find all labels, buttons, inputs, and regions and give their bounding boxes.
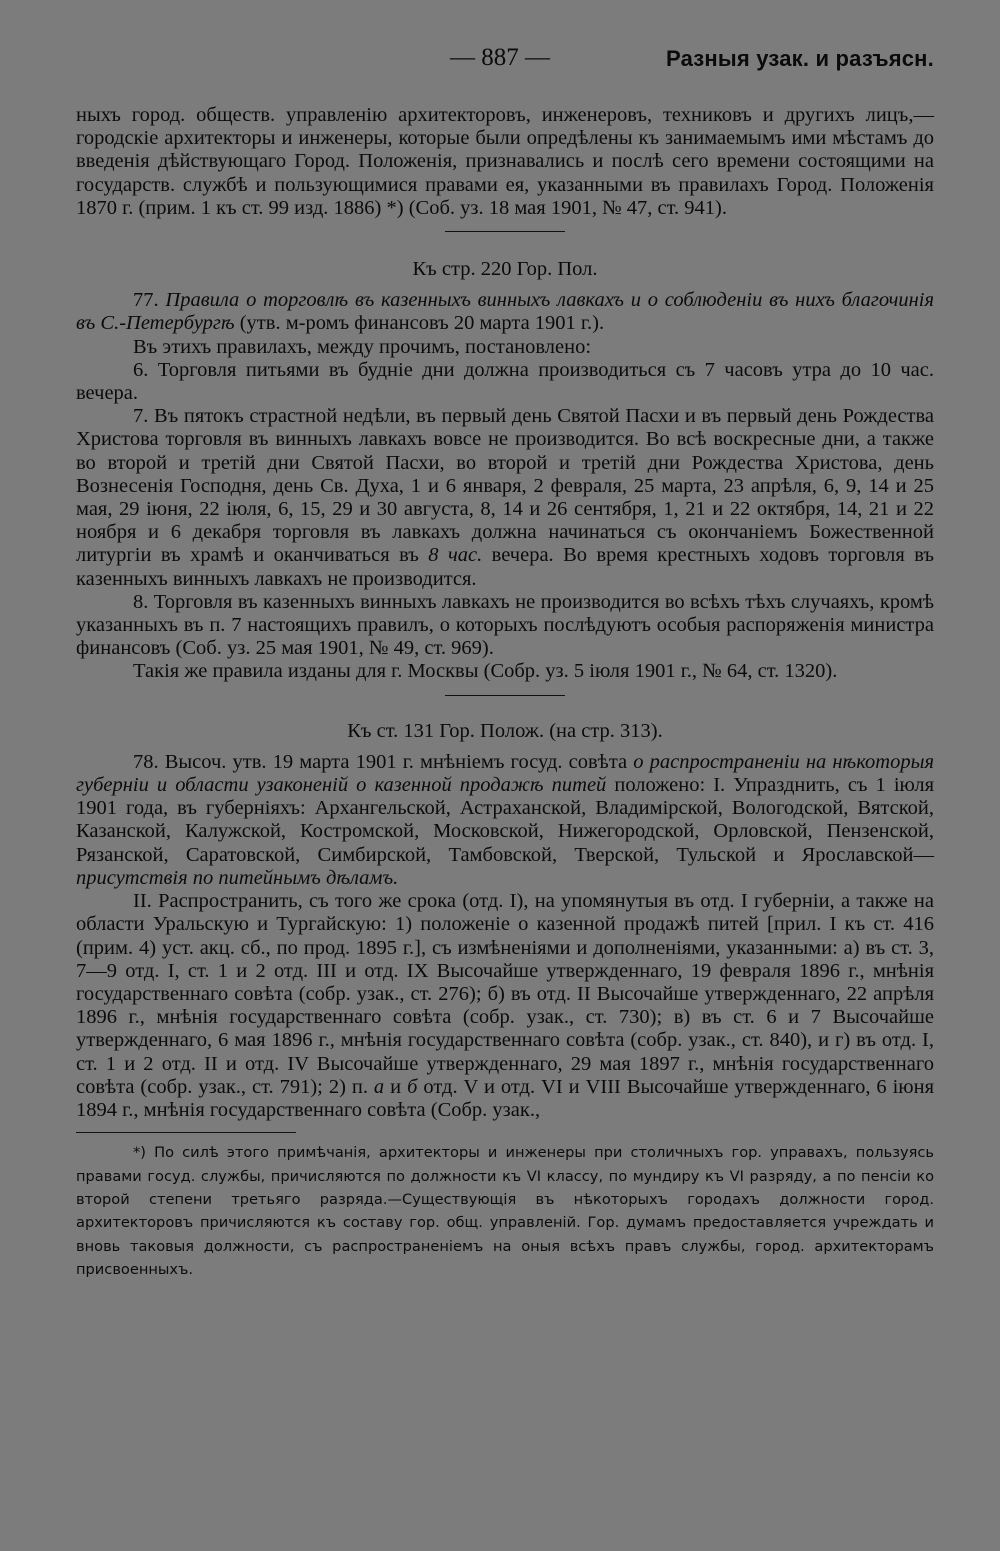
paragraph-ii-item-b: б [407,1075,418,1098]
paragraph-78-part-a: 78. Высоч. утв. 19 марта 1901 г. мнѣніемъ госуд. совѣта [133,750,628,773]
footnote [76,1141,934,1281]
paragraph-ii [76,890,934,1122]
paragraph-77 [76,289,934,335]
running-title: Разныя узак. и разъясн. [666,46,934,71]
paragraph-rule-8: 8. Торговля въ казенныхъ винныхъ лавкахъ не производится во всѣхъ тѣхъ случаяхъ, кромѣ указанныхъ въ п. 7 настоящихъ правилъ, о которыхъ послѣдуютъ особыя распоряженія министра финансовъ (Соб. уз. 25 мая 1901, № 49, ст. 969). [76,590,934,660]
section-heading-220: Къ стр. 220 Гор. Пол. [412,258,598,281]
paragraph-77-rest: (утв. м-ромъ финансовъ 20 марта 1901 г.). [239,312,605,335]
section-heading-131: Къ ст. 131 Гор. Полож. (на стр. 313). [347,719,663,742]
paragraph-rule-6: 6. Торговля питьями въ будніе дни должна производиться съ 7 часовъ утра до 10 час. вечера. [76,358,934,405]
paragraph-77-title: Правила о торговлѣ въ казенныхъ винныхъ лавкахъ и о соблюденіи въ нихъ благочинія въ С.-Петербургѣ [76,289,934,335]
footnote-text: *) По силѣ этого примѣчанія, архитекторы и инженеры при столичныхъ гор. управахъ, пользуясь правами госуд. службы, причисляются по должности къ VI классу, по мундиру къ VI разряду, а по пенсіи ко второй степени третьяго разряда.—Существующія въ нѣкоторыхъ городахъ должности город. архитекторовъ причисляются къ составу гор. общ. управленій. Гор. думамъ предоставляется учреждать и вновь таковыя должности, съ распространеніемъ на оныя всѣхъ правъ службы, город. архитекторамъ присвоенныхъ. [76,1144,934,1279]
page-number: — 887 — [450,44,550,71]
footnote-divider [76,1132,296,1133]
paragraph-rule-7-part-b: вечера. Во время крестныхъ ходовъ торговля въ казенныхъ винныхъ лавкахъ не производится. [76,544,934,590]
page-body [76,104,934,1282]
paragraph-rule-7-part-a: 7. Въ пятокъ страстной недѣли, въ первый день Святой Пасхи и въ первый день Рождества Христова торговля въ винныхъ лавкахъ вовсе не производится. Во всѣ воскресные дни, а также во второй и третій дни Святой Пасхи, во второй и третій дни Рождества Христова, день Вознесенія Господня, день Св. Духа, 1 и 6 января, 2 февраля, 25 марта, 23 апрѣля, 6, 9, 14 и 25 мая, 29 іюня, 22 іюля, 6, 15, 29 и 30 августа, 8, 14 и 26 сентября, 1, 21 и 22 октября, 14, 21 и 22 ноября и 6 декабря торговля въ лавкахъ должна начинаться съ окончаніемъ Божественной литургіи въ храмѣ и оканчиваться въ [76,405,934,567]
paragraph-moscow: Такія же правила изданы для г. Москвы (Собр. уз. 5 іюля 1901 г., № 64, ст. 1320). [133,660,838,683]
intro-paragraph: ныхъ город. обществ. управленію архитекторовъ, инженеровъ, техниковъ и другихъ лицъ,— городскіе архитекторы и инженеры, которые были опредѣлены къ занимаемымъ ими мѣстамъ до введенія дѣйствующаго Город. Положенія, признавались и послѣ сего времени состоящими на государств. службѣ и пользующимися правами ея, указанными въ правилахъ Город. Положенія 1870 г. (прим. 1 къ ст. 99 изд. 1886) *) (Соб. уз. 18 мая 1901, № 47, ст. 941). [76,104,934,219]
paragraph-ii-part-b: отд. V и отд. VI и VIII Высочайше утвержденнаго, 6 іюня 1894 г., мнѣнія государственнаго совѣта (Собр. узак., [76,1075,935,1121]
paragraph-rule-7 [76,405,934,591]
section-divider [445,231,565,232]
paragraph-78-part-b: положено: I. Упразднить, съ 1 іюля 1901 года, въ губерніяхъ: Архангельской, Астраханской, Владимірской, Вологодской, Вятской, Казанской, Калужской, Костромской, Московской, Нижегородской, Орловской, Пензенской, Рязанской, Саратовской, Симбирской, Тамбовской, Тверской, Тульской и Ярославской— [76,774,935,866]
paragraph-77-number: 77. [133,289,159,312]
paragraph-rule-7-hour: 8 час. [428,544,483,567]
page-header [0,44,1000,84]
section-divider [445,695,565,696]
paragraph-78-title: о распространеніи на нѣкоторыя губерніи и области узаконеній о казенной продажѣ питей [76,750,934,797]
paragraph-78 [76,751,934,890]
paragraph-ii-item-a: а [373,1075,385,1098]
paragraph-ii-and: и [390,1075,402,1098]
paragraph-rules-intro: Въ этихъ правилахъ, между прочимъ, постановлено: [133,335,592,358]
paragraph-78-abolished: присутствія по питейнымъ дѣламъ. [76,866,399,889]
paragraph-ii-part-a: II. Распространить, съ того же срока (отд. I), на упомянутыя въ отд. I губерніи, а также на области Уральскую и Тургайскую: 1) положеніе о казенной продажѣ питей [прил. I къ ст. 416 (прим. 4) уст. акц. сб., по прод. 1895 г.], съ измѣненіями и дополненіями, указанными: а) въ ст. 3, 7—9 отд. I, ст. 1 и 2 отд. III и отд. IX Высочайше утвержденнаго, 19 февраля 1896 г., мнѣнія государственнаго совѣта (собр. узак., ст. 276); б) въ отд. II Высочайше утвержденнаго, 22 апрѣля 1896 г., мнѣнія государственнаго совѣта (собр. узак., ст. 730); в) въ ст. 6 и 7 Высочайше утвержденнаго, 6 мая 1896 г., мнѣнія государственнаго совѣта (собр. узак., ст. 840), и г) въ отд. I, ст. 1 и 2 отд. II и отд. IV Высочайше утвержденнаго, 29 мая 1897 г., мнѣнія государственнаго совѣта (собр. узак., ст. 791); 2) п. [76,890,934,1098]
